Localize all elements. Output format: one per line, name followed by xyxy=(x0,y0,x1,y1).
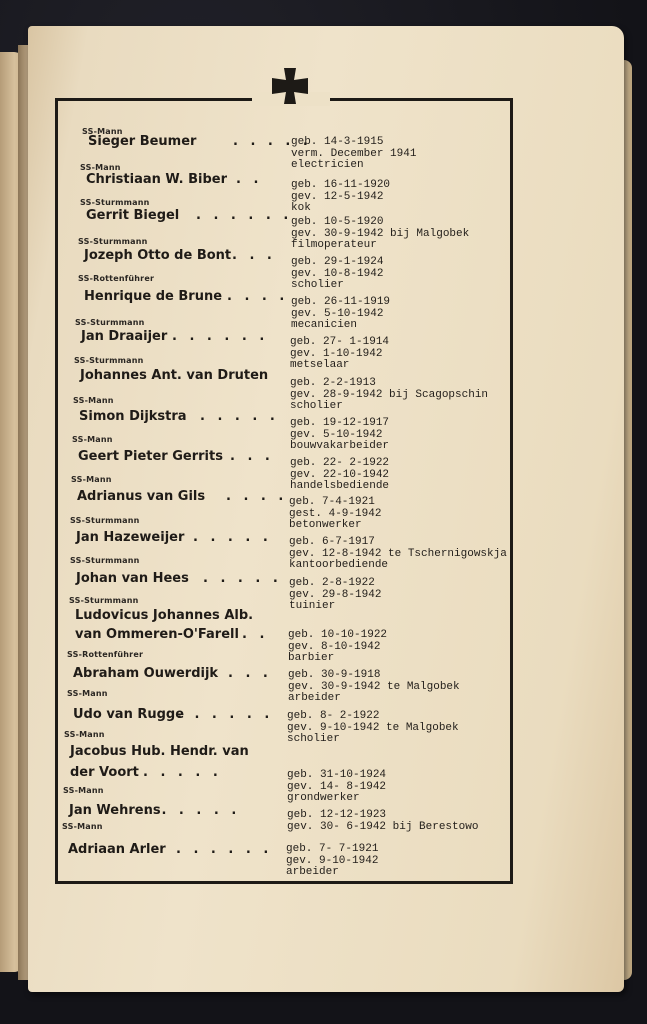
detail-line: geb. 10-5-1920 xyxy=(291,216,384,228)
soldier-name: Jan Draaijer xyxy=(81,329,168,344)
soldier-details xyxy=(291,217,469,252)
detail-line: gev. 9-10-1942 xyxy=(286,854,379,867)
detail-line: gev. 30- 6-1942 bij Berestowo xyxy=(287,820,479,833)
leader-dots: . . . xyxy=(232,248,276,263)
rank-label: SS-Mann xyxy=(63,786,104,795)
soldier-name: Udo van Rugge xyxy=(73,707,185,722)
detail-line: geb. 8- 2-1922 xyxy=(287,710,380,722)
soldier-details xyxy=(291,297,390,332)
soldier-name: Gerrit Biegel xyxy=(86,208,180,223)
detail-line: gev. 5-10-1942 xyxy=(291,307,384,320)
rank-label: SS-Mann xyxy=(73,396,114,405)
detail-line: betonwerker xyxy=(289,519,362,531)
soldier-details xyxy=(291,257,383,292)
soldier-name: Simon Dijkstra xyxy=(79,409,187,424)
leader-dots: . . . . . xyxy=(193,530,272,545)
detail-line: geb. 6-7-1917 xyxy=(289,536,375,548)
detail-line: geb. 2-8-1922 xyxy=(289,577,375,589)
detail-line: geb. 30-9-1918 xyxy=(288,669,381,681)
rank-label: SS-Mann xyxy=(62,822,103,831)
detail-line: mecanicien xyxy=(291,319,358,331)
soldier-details xyxy=(287,711,459,746)
detail-line: handelsbediende xyxy=(290,480,390,492)
soldier-details xyxy=(290,337,389,372)
soldier-details xyxy=(291,137,416,172)
soldier-details xyxy=(290,458,389,493)
detail-line: geb. 26-11-1919 xyxy=(291,296,391,308)
soldier-name: Adriaan Arler xyxy=(68,842,166,857)
detail-line: geb. 12-12-1923 xyxy=(287,809,387,821)
detail-line: gev. 30-9-1942 bij Malgobek xyxy=(291,227,470,240)
detail-line: barbier xyxy=(288,652,335,664)
detail-line: arbeider xyxy=(288,692,341,704)
soldier-details xyxy=(289,537,507,572)
rank-label: SS-Sturmmann xyxy=(78,237,148,246)
detail-line: grondwerker xyxy=(287,792,360,804)
soldier-details xyxy=(290,418,389,453)
detail-line: scholier xyxy=(291,279,344,291)
rank-label: SS-Sturmmann xyxy=(74,356,144,365)
detail-line: tuinier xyxy=(289,600,336,612)
soldier-details xyxy=(288,630,387,665)
detail-line: geb. 31-10-1924 xyxy=(287,769,387,781)
soldier-name: Sieger Beumer xyxy=(88,134,197,149)
detail-line: gev. 9-10-1942 te Malgobek xyxy=(287,721,459,734)
detail-line: geb. 19-12-1917 xyxy=(290,417,390,429)
leader-dots: . . . . . xyxy=(200,409,279,424)
soldier-details xyxy=(287,770,386,805)
detail-line: gev. 14- 8-1942 xyxy=(287,780,387,793)
detail-line: gest. 4-9-1942 xyxy=(289,507,382,520)
detail-line: kok xyxy=(291,202,311,214)
detail-line: geb. 7- 7-1921 xyxy=(286,843,379,855)
detail-line: scholier xyxy=(290,400,343,412)
leader-dots: . . xyxy=(242,627,269,642)
detail-line: geb. 14-3-1915 xyxy=(291,136,384,148)
rank-label: SS-Sturmmann xyxy=(69,596,139,605)
detail-line: gev. 5-10-1942 xyxy=(290,428,383,441)
detail-line: gev. 10-8-1942 xyxy=(291,267,384,280)
soldier-name-line2: van Ommeren-O'Farell xyxy=(75,627,239,642)
detail-line: gev. 12-8-1942 te Tschernigowskja xyxy=(289,547,507,560)
soldier-details xyxy=(286,844,378,879)
detail-line: metselaar xyxy=(290,359,350,371)
detail-line: verm. December 1941 xyxy=(291,147,417,160)
detail-line: scholier xyxy=(287,733,340,745)
rank-label: SS-Mann xyxy=(82,127,123,136)
rank-label: SS-Sturmmann xyxy=(75,318,145,327)
leader-dots: . . . . . . xyxy=(144,803,241,818)
detail-line: geb. 2-2-1913 xyxy=(290,377,376,389)
leader-dots: . . . . . . xyxy=(177,707,274,722)
soldier-details xyxy=(288,670,460,705)
soldier-name: Jozeph Otto de Bont xyxy=(84,248,232,263)
rank-label: SS-Sturmmann xyxy=(70,556,140,565)
detail-line: geb. 7-4-1921 xyxy=(289,496,375,508)
detail-line: gev. 29-8-1942 xyxy=(289,588,382,601)
soldier-name: Christiaan W. Biber xyxy=(86,172,228,187)
leader-dots: . . . . . xyxy=(143,765,222,780)
detail-line: filmoperateur xyxy=(291,239,377,251)
rank-label: SS-Sturmmann xyxy=(70,516,140,525)
detail-line: arbeider xyxy=(286,866,339,878)
detail-line: geb. 10-10-1922 xyxy=(288,629,388,641)
soldier-name: Abraham Ouwerdijk xyxy=(73,666,219,681)
soldier-name: Jan Hazeweijer xyxy=(76,530,185,545)
detail-line: kantoorbediende xyxy=(289,559,389,571)
soldier-name: Johannes Ant. van Druten xyxy=(80,368,269,383)
detail-line: electricien xyxy=(291,159,364,171)
detail-line: geb. 16-11-1920 xyxy=(291,179,391,191)
leader-dots: . . . . . . xyxy=(172,329,269,344)
soldier-details xyxy=(291,180,390,215)
leader-dots: . . . . . xyxy=(233,134,312,149)
rank-label: SS-Mann xyxy=(71,475,112,484)
soldier-details xyxy=(289,578,381,613)
leader-dots: . . . . . xyxy=(203,571,282,586)
soldier-name: Johan van Hees xyxy=(76,571,189,586)
soldier-name: Ludovicus Johannes Alb. xyxy=(75,608,254,623)
soldier-details xyxy=(289,497,381,532)
leader-dots: . . xyxy=(236,172,263,187)
soldier-name: Adrianus van Gils xyxy=(77,489,206,504)
detail-line: bouwvakarbeider xyxy=(290,440,390,452)
soldier-name: Henrique de Brune xyxy=(84,289,223,304)
detail-line: gev. 28-9-1942 bij Scagopschin xyxy=(290,388,489,401)
leader-dots: . . . xyxy=(230,449,274,464)
detail-line: gev. 12-5-1942 xyxy=(291,190,384,203)
rank-label: SS-Sturmmann xyxy=(80,198,150,207)
detail-line: geb. 29-1-1924 xyxy=(291,256,384,268)
leader-dots: . . . . . . xyxy=(176,842,273,857)
detail-line: geb. 27- 1-1914 xyxy=(290,336,390,348)
soldier-name: Jacobus Hub. Hendr. van xyxy=(70,744,249,759)
leader-dots: . . . . xyxy=(226,489,288,504)
soldier-details xyxy=(290,378,488,413)
rank-label: SS-Mann xyxy=(64,730,105,739)
detail-line: gev. 22-10-1942 xyxy=(290,468,390,481)
leader-dots: . . . . xyxy=(227,289,289,304)
rank-label: SS-Rottenführer xyxy=(78,274,155,283)
detail-line: gev. 8-10-1942 xyxy=(288,640,381,653)
soldier-name: Geert Pieter Gerrits xyxy=(78,449,223,464)
rank-label: SS-Mann xyxy=(72,435,113,444)
detail-line: geb. 22- 2-1922 xyxy=(290,457,390,469)
soldier-details xyxy=(287,810,478,833)
detail-line: gev. 1-10-1942 xyxy=(290,347,383,360)
leader-dots: . . . xyxy=(228,666,272,681)
rank-label: SS-Mann xyxy=(80,163,121,172)
detail-line: gev. 30-9-1942 te Malgobek xyxy=(288,680,460,693)
soldier-name-line2: der Voort xyxy=(70,765,139,780)
rank-label: SS-Rottenführer xyxy=(67,650,144,659)
leader-dots: . . . . . . xyxy=(196,208,293,223)
soldier-name: Jan Wehrens xyxy=(69,803,161,818)
rank-label: SS-Mann xyxy=(67,689,108,698)
